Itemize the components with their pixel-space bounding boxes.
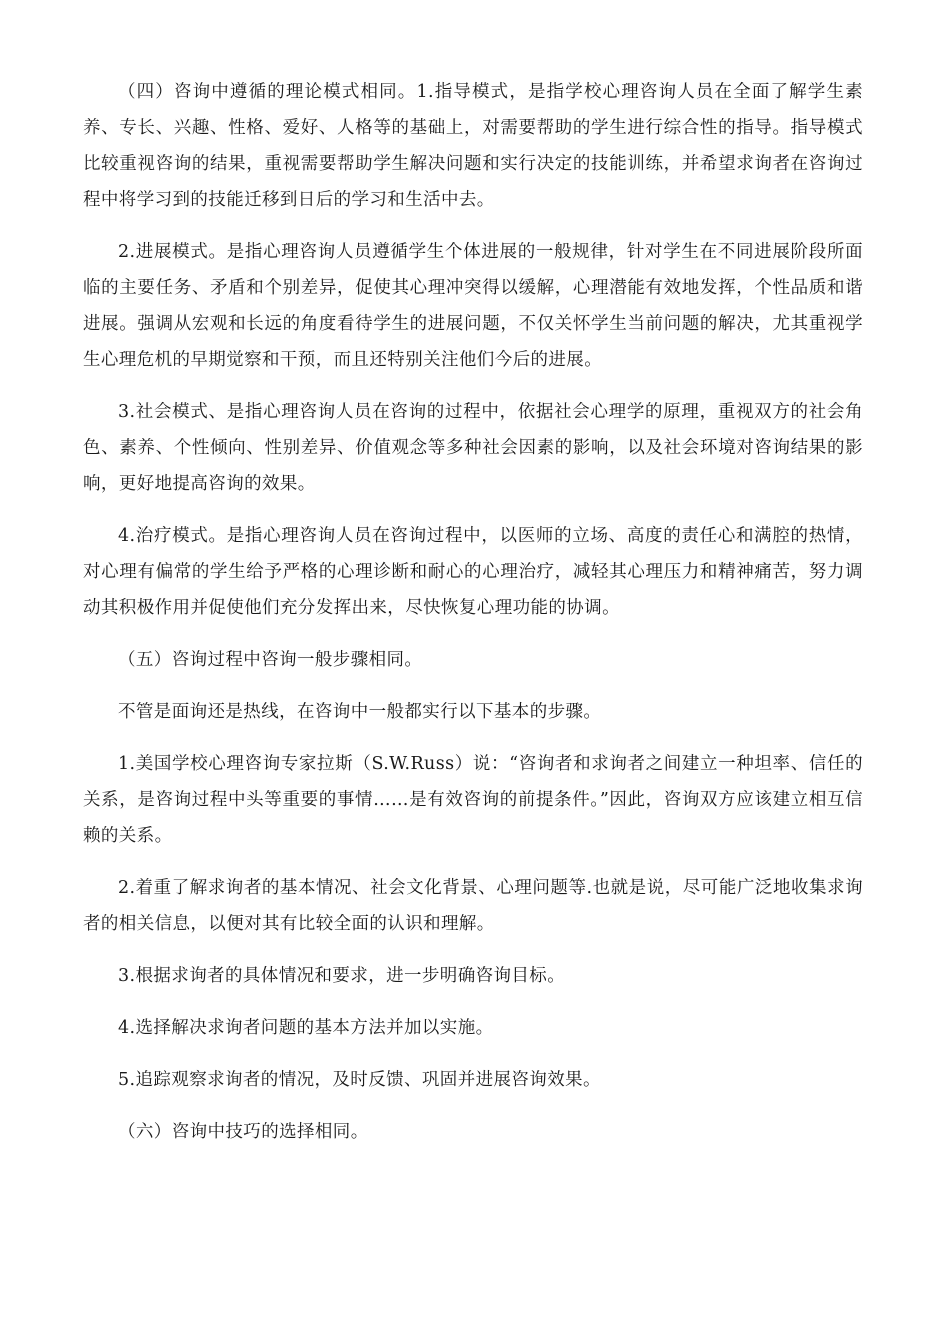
paragraph-social-model: 3.社会模式、是指心理咨询人员在咨询的过程中，依据社会心理学的原理，重视双方的社会角色、素养、个性倾向、性别差异、价值观念等多种社会因素的影响，以及社会环境对咨询结果的影响，更好地提高咨询的效果。 bbox=[83, 402, 863, 494]
paragraph-development-model: 2.进展模式。是指心理咨询人员遵循学生个体进展的一般规律，针对学生在不同进展阶段所面临的主要任务、矛盾和个别差异，促使其心理冲突得以缓解，心理潜能有效地发挥，个性品质和谐进展。强调从宏观和长远的角度看待学生的进展问题，不仅关怀学生当前问题的解决，尤其重视学生心理危机的早期觉察和干预，而且还特别关注他们今后的进展。 bbox=[83, 242, 863, 370]
paragraph-treatment-model: 4.治疗模式。是指心理咨询人员在咨询过程中，以医师的立场、高度的责任心和满腔的热情，对心理有偏常的学生给予严格的心理诊断和耐心的心理治疗，减轻其心理压力和精神痛苦，努力调动其积极作用并促使他们充分发挥出来，尽快恢复心理功能的协调。 bbox=[83, 526, 863, 618]
paragraph-section-six-heading: （六）咨询中技巧的选择相同。 bbox=[118, 1122, 369, 1142]
paragraph-theory-models-guidance: （四）咨询中遵循的理论模式相同。1.指导模式，是指学校心理咨询人员在全面了解学生素养、专长、兴趣、性格、爱好、人格等的基础上，对需要帮助的学生进行综合性的指导。指导模式比较重视咨询的结果，重视需要帮助学生解决问题和实行决定的技能训练，并希望求询者在咨询过程中将学习到的技能迁移到日后的学习和生活中去。 bbox=[83, 82, 863, 210]
paragraph-step-five: 5.追踪观察求询者的情况，及时反馈、巩固并进展咨询效果。 bbox=[118, 1070, 601, 1090]
paragraph-step-three: 3.根据求询者的具体情况和要求，进一步明确咨询目标。 bbox=[118, 966, 566, 986]
paragraph-steps-intro: 不管是面询还是热线，在咨询中一般都实行以下基本的步骤。 bbox=[118, 702, 602, 722]
paragraph-section-five-heading: （五）咨询过程中咨询一般步骤相同。 bbox=[118, 650, 423, 670]
paragraph-step-one: 1.美国学校心理咨询专家拉斯（S.W.Russ）说：“咨询者和求询者之间建立一种坦率、信任的关系，是咨询过程中头等重要的事情……是有效咨询的前提条件。”因此，咨询双方应该建立相互信赖的关系。 bbox=[83, 754, 863, 846]
paragraph-step-two: 2.着重了解求询者的基本情况、社会文化背景、心理问题等.也就是说，尽可能广泛地收集求询者的相关信息，以便对其有比较全面的认识和理解。 bbox=[83, 878, 863, 934]
document-page bbox=[83, 74, 863, 1166]
paragraph-step-four: 4.选择解决求询者问题的基本方法并加以实施。 bbox=[118, 1018, 494, 1038]
